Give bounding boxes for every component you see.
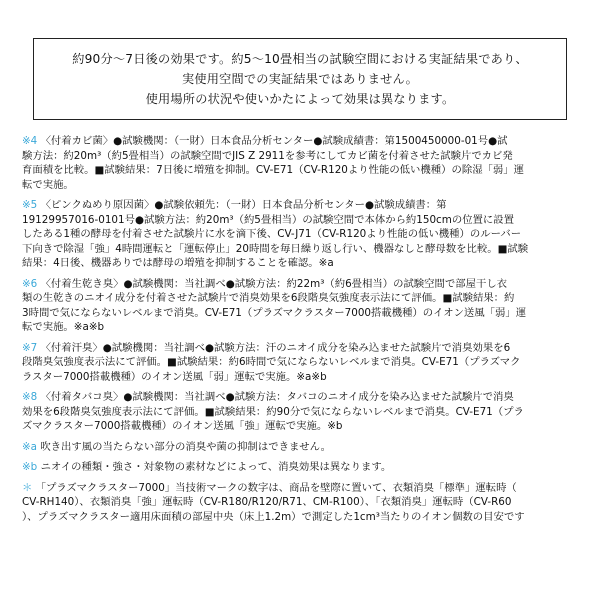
- note-mark: ＊: [22, 481, 33, 494]
- note-text-line: 〈付着生乾き臭〉●試験機関：当社調べ●試験方法：約22m³（約6畳相当）の試験空間で部屋干し衣: [40, 277, 508, 290]
- note-5: [22, 198, 584, 271]
- note-text-line: ズマクラスター7000搭載機種）のイオン送風「強」運転で実施。※b: [22, 420, 343, 432]
- footnote-a: [22, 440, 584, 455]
- note-text-line: 転で実施。: [22, 178, 74, 191]
- note-text-line: ）、プラズマクラスター適用床面積の部屋中央（床上1.2m）で測定した1cm³当たりのイオン個数の目安です: [22, 510, 525, 523]
- note-8: [22, 390, 584, 434]
- note-6: [22, 277, 584, 335]
- summary-box: [33, 38, 567, 120]
- note-text-line: 効果を6段階臭気強度表示法にて評価。■試験結果：約90分で気にならないレベルまで消臭。CV-E71（プラ: [22, 405, 524, 418]
- footnote-mark: ※b: [22, 461, 38, 473]
- summary-line-3: 使用場所の状況や使いかたによって効果は異なります。: [145, 92, 455, 106]
- note-text-line: 下向きで除湿「強」4時間運転と「運転停止」20時間を毎日繰り返し行い、機器なしと酵母数を比較。■試験: [22, 242, 529, 255]
- note-text-line: CV-RH140）、衣類消臭「強」運転時（CV-R180/R120/R71、CM-R100）、「衣類消臭」運転時（CV-R60: [22, 496, 512, 508]
- note-text-line: 段階臭気強度表示法にて評価。■試験結果：約6時間で気にならないレベルまで消臭。CV-E71（プラズマク: [22, 356, 521, 368]
- note-4: [22, 134, 584, 192]
- summary-line-2: 実使用空間での実証結果ではありません。: [181, 72, 419, 86]
- note-text-line: 験方法：約20m³（約5畳相当）の試験空間でJIS Z 2911を参考にしてカビ菌を付着させた試験片でカビ発: [22, 149, 513, 162]
- note-mark: ※5: [22, 199, 38, 211]
- note-text-line: 育面積を比較。■試験結果：7日後に増殖を抑制。CV-E71（CV-R120より性能の低い機種）の除湿「弱」運: [22, 164, 524, 176]
- note-text-line: 「プラズマクラスター7000」当技術マークの数字は、商品を壁際に置いて、衣類消臭「標準」運転時（: [35, 481, 517, 494]
- summary-line-1: 約90分〜7日後の効果です。約5〜10畳相当の試験空間における実証結果であり、: [72, 52, 528, 66]
- note-mark: ※7: [22, 341, 38, 354]
- notes-section: [22, 134, 584, 530]
- note-text-line: 〈ピンクぬめり原因菌〉●試験依頼先：（一財）日本食品分析センター●試験成績書：第: [40, 199, 447, 211]
- note-mark: ※6: [22, 277, 38, 290]
- note-mark: ※4: [22, 135, 38, 147]
- note-7: [22, 341, 584, 385]
- note-mark: ※8: [22, 391, 38, 403]
- note-text-line: 3時間で気にならないレベルまで消臭。CV-E71（プラズマクラスター7000搭載機種）のイオン送風「弱」運: [22, 306, 527, 319]
- footnote-text: 吹き出す風の当たらない部分の消臭や菌の抑制はできません。: [40, 440, 332, 453]
- note-text-line: 結果：4日後、機器ありでは酵母の増殖を抑制することを確認。※a: [22, 257, 334, 269]
- footnote-b: [22, 460, 584, 475]
- note-text-line: したある1種の酵母を付着させた試験片に水を滴下後、CV-J71（CV-R120より性能の低い機種）のルーバー: [22, 228, 522, 240]
- note-text-line: ラスター7000搭載機種）のイオン送風「弱」運転で実施。※a※b: [22, 370, 327, 383]
- footnote-text: ニオイの種類・強さ・対象物の素材などによって、消臭効果は異なります。: [40, 461, 392, 473]
- note-text-line: 転で実施。※a※b: [22, 321, 105, 333]
- note-text-line: 〈付着汗臭〉●試験機関：当社調べ●試験方法：汗のニオイ成分を染み込ませた試験片で消臭効果を6: [40, 341, 511, 354]
- plasma-note: [22, 481, 584, 525]
- note-text-line: 〈付着タバコ臭〉●試験機関：当社調べ●試験方法：タバコのニオイ成分を染み込ませた試験片で消臭: [40, 391, 514, 403]
- footnote-mark: ※a: [22, 440, 38, 453]
- note-text-line: 19129957016-0101号●試験方法：約20m³（約5畳相当）の試験空間で本体から約150cmの位置に設置: [22, 213, 514, 226]
- note-text-line: 〈付着カビ菌〉●試験機関：（一財）日本食品分析センター●試験成績書：第1500450000-01号●試: [40, 135, 508, 147]
- note-text-line: 類の生乾きのニオイ成分を付着させた試験片で消臭効果を6段階臭気強度表示法にて評価。■試験結果：約: [22, 292, 515, 304]
